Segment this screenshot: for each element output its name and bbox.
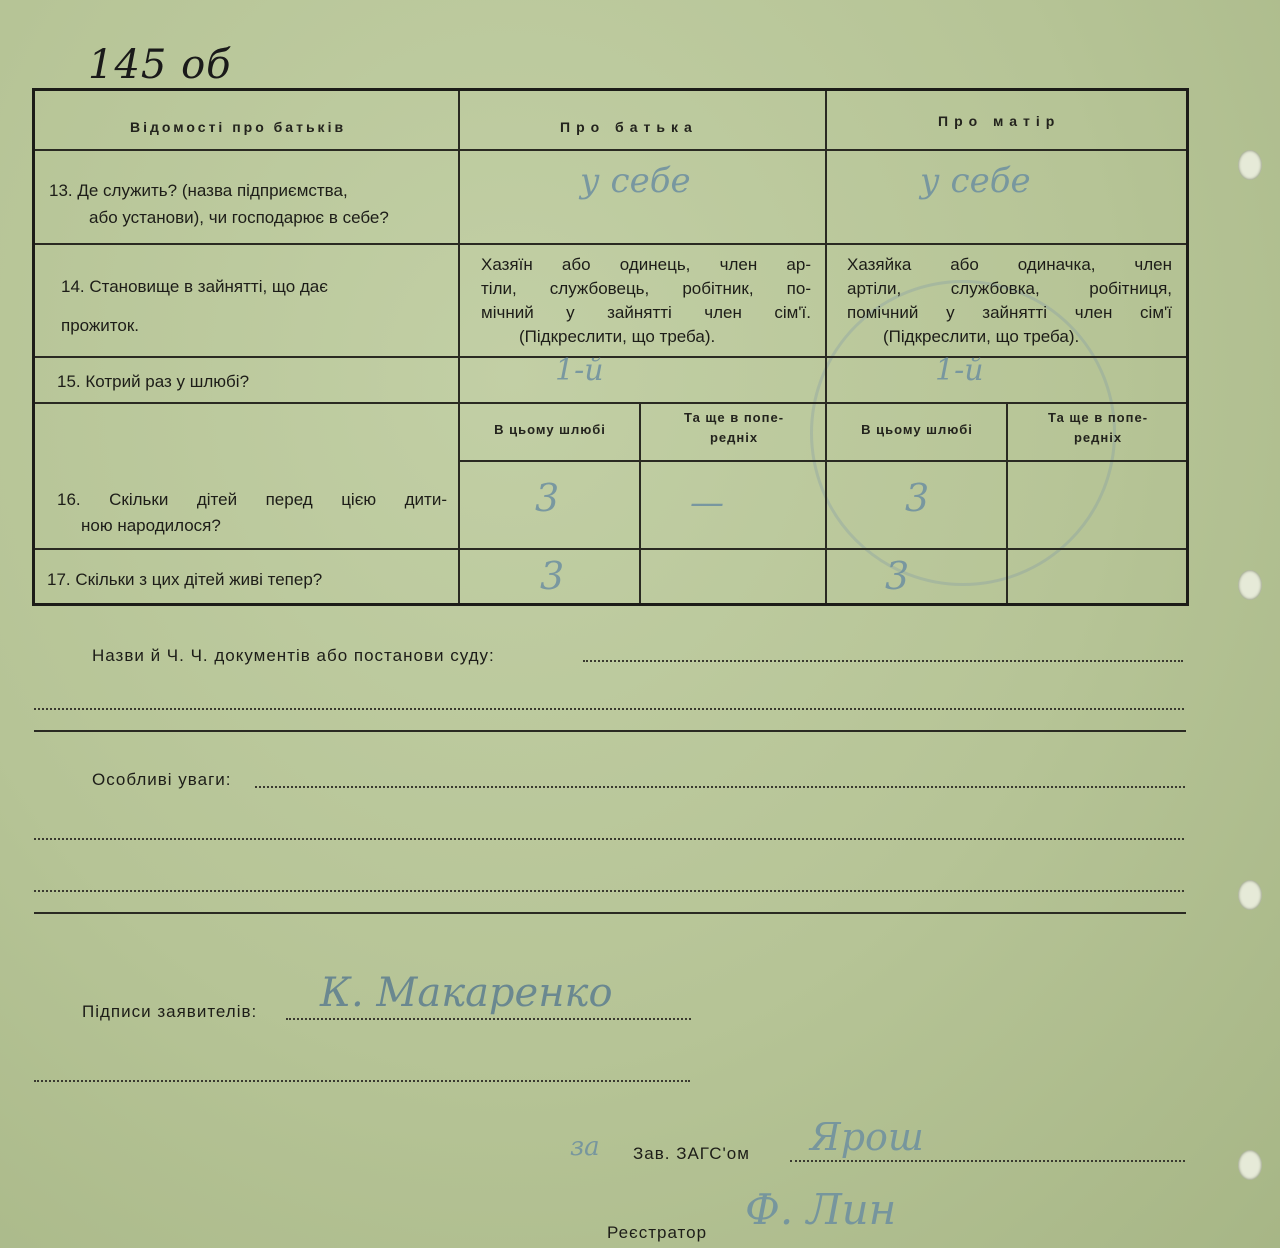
- signature-field-line: [286, 1018, 691, 1020]
- row16-mother-prev-header-line2: редніх: [1073, 430, 1123, 445]
- row14-father-line1: Хазяїн або одинець, член ар-: [481, 255, 811, 274]
- row14-mother-line3: помічний у зайнятті член сім'ї: [847, 303, 1172, 322]
- row13-label-line2: або установи), чи господарює в себе?: [89, 208, 389, 227]
- header-mother: Про матір: [938, 113, 1061, 129]
- documents-field-line: [583, 660, 1183, 662]
- remarks-field-line-2: [34, 838, 1184, 840]
- documents-label: Назви й Ч. Ч. документів або постанови суду:: [92, 646, 495, 665]
- binding-hole: [1238, 150, 1262, 180]
- zags-head-signature: Ярош: [810, 1115, 924, 1159]
- registrar-label: Реєстратор: [607, 1223, 708, 1242]
- remarks-label: Особливі уваги:: [92, 770, 232, 789]
- row15-father-value: 1-й: [555, 353, 604, 388]
- remarks-field-line: [255, 786, 1185, 788]
- parents-info-table: [32, 88, 1189, 606]
- header-father: Про батька: [560, 119, 698, 135]
- row13-father-value: у себе: [580, 161, 691, 201]
- signatures-label: Підписи заявителів:: [82, 1002, 258, 1021]
- section-divider-2: [34, 912, 1186, 914]
- zags-signature-line: [790, 1160, 1185, 1162]
- row16-label-line2: ною народилося?: [81, 516, 221, 535]
- folio-number: 145 об: [88, 42, 232, 88]
- row16-mother-this-value: 3: [905, 476, 930, 520]
- row14-mother-line4: (Підкреслити, що треба).: [883, 327, 1080, 346]
- signature-field-line-2: [34, 1080, 690, 1082]
- remarks-field-line-3: [34, 890, 1184, 892]
- row14-father-line2: тіли, службовець, робітник, по-: [481, 279, 811, 298]
- row14-father-line4: (Підкреслити, що треба).: [519, 327, 716, 346]
- row16-father-prev-header-line2: редніх: [709, 430, 759, 445]
- header-parents-info: Відомості про батьків: [130, 119, 347, 135]
- row13-label-line1: 13. Де служить? (назва підприємства,: [49, 181, 348, 200]
- row14-label-line2: прожиток.: [61, 316, 140, 335]
- row16-mother-this-marriage-header: В цьому шлюбі: [861, 422, 973, 437]
- row14-label-line1: 14. Становище в зайнятті, що дає: [61, 277, 328, 296]
- row13-mother-value: у себе: [920, 161, 1031, 201]
- row17-label: 17. Скільки з цих дітей живі тепер?: [47, 570, 323, 589]
- row17-father-this-value: 3: [540, 554, 565, 598]
- row15-label: 15. Котрий раз у шлюбі?: [57, 372, 250, 391]
- registrar-signature: Ф. Лин: [745, 1185, 897, 1234]
- zags-prefix: за: [570, 1132, 600, 1162]
- zags-head-label: Зав. ЗАГС'ом: [633, 1144, 750, 1163]
- documents-field-line-2: [34, 708, 1184, 710]
- row14-father-line3: мічний у зайнятті член сім'ї.: [481, 303, 811, 322]
- row16-father-prev-header-line1: Та ще в попе-: [683, 410, 785, 425]
- row17-mother-this-value: 3: [885, 554, 910, 598]
- binding-hole: [1238, 880, 1262, 910]
- section-divider: [34, 730, 1186, 732]
- row16-father-this-value: 3: [535, 476, 560, 520]
- binding-hole: [1238, 1150, 1262, 1180]
- row16-father-prev-value: —: [690, 483, 724, 523]
- row16-mother-prev-header-line1: Та ще в попе-: [1047, 410, 1149, 425]
- row16-label-line1: 16. Скільки дітей перед цією дити-: [57, 490, 447, 509]
- row16-father-this-marriage-header: В цьому шлюбі: [494, 422, 606, 437]
- row14-mother-line2: артіли, службовка, робітниця,: [847, 279, 1172, 298]
- row14-mother-line1: Хазяйка або одиначка, член: [847, 255, 1172, 274]
- row15-mother-value: 1-й: [935, 353, 984, 388]
- applicant-signature: К. Макаренко: [320, 970, 613, 1016]
- binding-hole: [1238, 570, 1262, 600]
